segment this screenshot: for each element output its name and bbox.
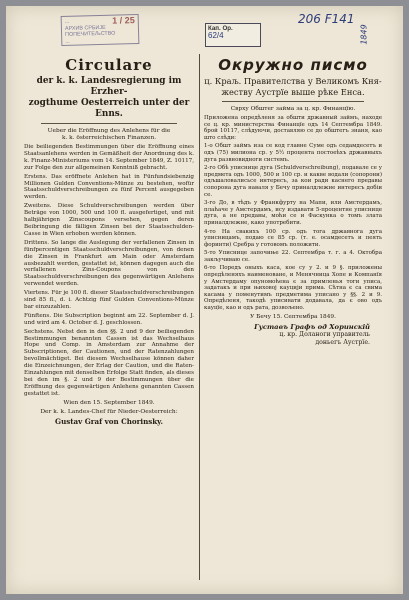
german-paragraph: Fünftens. Die Subscription beginnt am 22. September d. J. und wird am 4. October d. J. geschlossen. xyxy=(24,312,194,326)
archive-label-box xyxy=(205,23,261,47)
stamp-line: ... xyxy=(65,38,70,45)
german-date: Wien den 15. September 1849. xyxy=(63,399,155,406)
serbian-date: У Бечу 15. Септембра 1849. xyxy=(250,313,336,320)
title-rule xyxy=(41,123,177,124)
german-heading-line: k. k. österreichischen Finanzen. xyxy=(61,135,157,141)
stamp-line: ... xyxy=(64,18,70,25)
side-number xyxy=(354,18,376,54)
german-column xyxy=(24,56,194,426)
serbian-paragraph: 4-то На свакихъ 100 ср. одъ тога државнога дуга уписницамъ, подаю се 85 ср. (т. е. осамдесетъ и пеять форинти) Сребра у готовомъ положити. xyxy=(204,228,382,248)
serbian-paragraph: 5-то Уписнице започиње 22. Септембра т. г. а 4. Октобра закључиваю се. xyxy=(204,250,382,263)
german-signer-name: Gustav Graf von Chorinsky. xyxy=(55,416,163,426)
stamp-line: ПОПЕЧИТЕЉСТВО xyxy=(65,30,116,39)
serbian-signer-name: Густавъ Графъ од Хоринскій xyxy=(254,322,370,331)
serbian-paragraph: 2-го Обѣ уписнице дуга (Schuldverschreibung), подавале се у предмета одъ 1000, 500 и 100 ср. и какве водали (сопорони) одљшаловалисьсе интересъ, за кои ради каснего предавы сопорона дуга наваля у Бечу приналдлежне интересъ добіи се. xyxy=(204,165,382,198)
serbian-subtitle xyxy=(204,76,382,98)
serbian-signer-title-line: ц. кр. Доланоги управитель xyxy=(279,330,370,338)
german-subtitle-line: zogthume Oesterreich unter der Enns. xyxy=(28,98,190,119)
german-signer-title: Der k. k. Landes-Chef für Nieder-Oesterreich: xyxy=(40,408,178,415)
german-paragraph: Die beiliegenden Bestimmungen über die Eröffnung eines Staatsanlehens werden in Gemäßheit der Anordnung des k. k. Finanz-Ministeriums vom 14. September 1849, Z. 10117, zur Folge den zur allgemeinen Kenntniß gebracht. xyxy=(24,144,194,171)
handwritten-id: 206 F141 xyxy=(298,12,355,26)
serbian-heading: Сврху Обштег займа за ц. кр. Финанцїю. xyxy=(230,106,356,112)
german-heading-line: Ueber die Eröffnung des Anlehens für die xyxy=(47,128,171,134)
german-paragraph: Erstens. Das eröffnete Anlehen hat in Fünfundsiebenzig Millionen Gulden Conventions-Münze zu bestehen, wofür Staatsschuldverschreibungen zu fünf Percent ausgegeben werden. xyxy=(24,173,194,201)
column-divider xyxy=(199,54,200,580)
serbian-column xyxy=(204,56,382,347)
serbian-subtitle-line: ц. Краљ. Правителства у Великомъ Кня- xyxy=(204,76,382,86)
title-rule xyxy=(222,101,364,102)
stamp-line: АРХИВ СРБИЈЕ xyxy=(64,24,106,32)
german-paragraph: Sechstens. Nebst den in den §§. 2 und 9 der beiliegenden Bestimmungen benannten Cassen ist das Wechselhaus Hope und Comp. in Amsterdam zur Annahme der Subscriptionen, der Cautionen, und der Ratenzahlungen bevollmächtiget. Bei diesem Wechselhause können daher die Einzeichnungen, der Erlag der Caution, und die Raten-Einzahlungen mit denselben Erfolge Statt finden, als dieses bei den im §. 2 und 9 der Bestimmungen über die Eröffnung des gegenwärtigen Anlehens genannten Cassen gestattet ist. xyxy=(24,328,194,397)
serbian-paragraph: 1-о Обшт займъ иза се код главне Суме одъ седамдесетъ и одъ (75) милиона ср. у 5½ процента постоеѣхъ државныхъ дуга развновидноги системъ. xyxy=(204,143,382,163)
german-paragraph: Drittens. So lange die Auslegung der verfallenen Zinsen in fünfpercentigen Staatsschuldverschreibungen, von denen die Zinsen in Frankfurt am Main oder Amsterdam ausbezahlt werden, gestattet ist, können dagegen auch die verfallenen Zins-Coupons von den Staatsschuldverschreibungen des gegenwärtigen Anlehens verwendet werden. xyxy=(24,239,194,288)
document-sheet xyxy=(6,6,403,594)
archive-stamp xyxy=(61,14,140,46)
german-heading xyxy=(24,128,194,142)
serbian-subtitle-line: жеству Аустрїе выше рѣке Енса. xyxy=(221,87,365,97)
german-paragraph: Zweitens. Diese Schuldverschreibungen werden über Beträge von 1000, 500 und 100 fl. ausgefertiget, und mit halbjährigen Zinscoupons versehen, gegen deren Beibringung die fälligen Zinsen bei der Staatsschulden-Casse in Wien erhoben werden können. xyxy=(24,203,194,237)
serbian-signature xyxy=(204,323,382,347)
stamp-number: 1 / 25 xyxy=(112,15,135,26)
serbian-paragraph: 3-го До, в тѣдъ у Франкфурту на Мапи, или Амстердамъ, плаћаче у Амстердамъ, ису издавати 5-процентне уписнице дуга, а не предавы, моћи се и Фаскунка о томъ злата приналдлежне, како употребити. xyxy=(204,200,382,226)
serbian-title: Окружно писмо xyxy=(218,56,368,74)
side-number-text: 1849 xyxy=(359,24,369,45)
german-subtitle-line: der k. k. Landesregierung im Erzher- xyxy=(36,76,182,97)
serbian-signer-title-line: доньегъ Аустрїе. xyxy=(315,338,370,346)
archive-label: Кап. Ор. xyxy=(208,25,233,32)
german-subtitle xyxy=(24,76,194,120)
german-paragraph: Viertens. Für je 100 fl. dieser Staatsschuldverschreibungen sind 85 fl., d. i. Achtzig fünf Gulden Conventions-Münze bar einzuzahlen. xyxy=(24,290,194,310)
german-title: Circulare xyxy=(65,56,153,74)
archive-value: 62/4 xyxy=(208,31,224,40)
serbian-paragraph: Приложена опредѣленя за обшти државный займъ, находе се ц. кр. министерства Финанцїе одъ 14 Септембра 1849. брой 10117, слѣдуючи, доставляю се до обштегъ знаня, као што слѣди: xyxy=(204,115,382,141)
serbian-paragraph: 6-то Поредъ оныхъ каса, кое су у 2. и 9 §. приложены опредѣленяхъ наименоване, и Менячница Хопе и Компанїя у Амстердаму опуномоћена є за примленья тоги уписа, задатакъ и при њиховој кауцији прима. Сѣтна є са свима касама у поменутимъ предметима уписано у §§. 2 и 9. Опредѣленя, такодѣ уписивати додавала, да є ово одъ кауцїе, као и одъ рата, дозвољено. xyxy=(204,265,382,312)
